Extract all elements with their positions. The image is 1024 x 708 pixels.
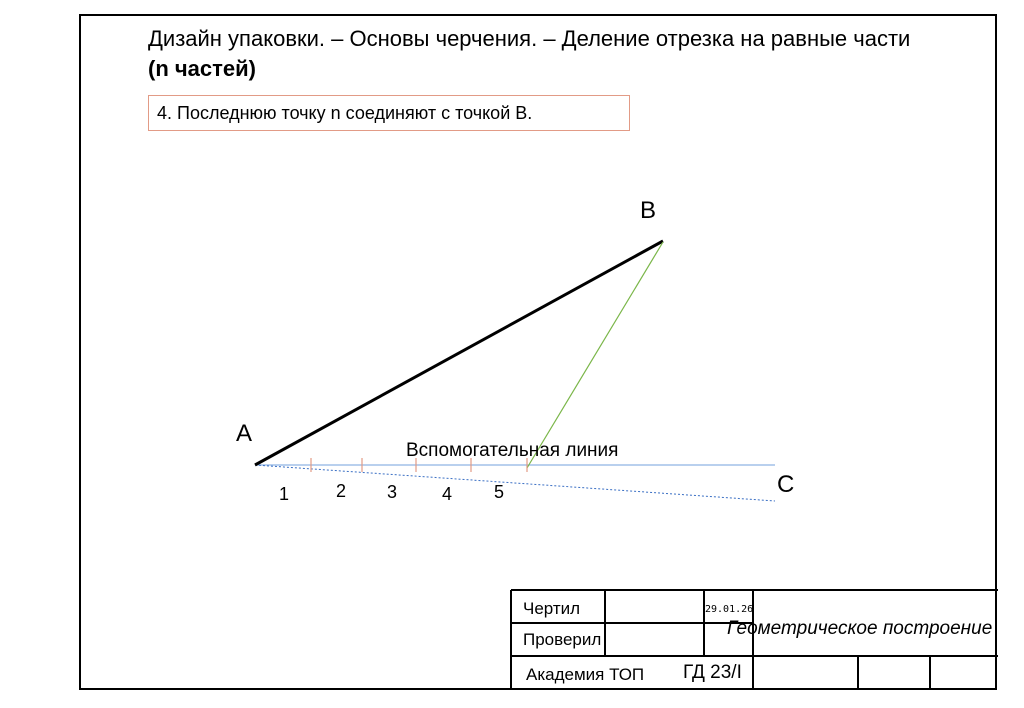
- checked-by-label: Проверил: [523, 630, 602, 649]
- division-number: 5: [494, 482, 505, 502]
- auxiliary-line-label: Вспомогательная линия: [406, 440, 619, 461]
- connector-n-b: [527, 242, 663, 468]
- division-number: 3: [387, 482, 398, 502]
- title-line-2: (n частей): [148, 56, 256, 81]
- title-line-1: Дизайн упаковки. – Основы черчения. – Деление отрезка на равные части: [148, 26, 911, 51]
- division-number: 1: [279, 484, 290, 504]
- division-number: 2: [336, 481, 347, 501]
- group-code: ГД 23/I: [683, 662, 742, 683]
- dashed-ray: [255, 465, 775, 501]
- division-number: 4: [442, 484, 453, 504]
- drawn-by-label: Чертил: [523, 599, 581, 618]
- step-box: 4. Последнюю точку n соединяют с точкой B.: [148, 95, 630, 131]
- point-c-label: C: [777, 471, 795, 498]
- segment-ab: [255, 241, 663, 465]
- date-value: 29.01.26: [705, 604, 754, 615]
- drawing-name: Геометрическое построение: [727, 618, 993, 639]
- point-b-label: B: [640, 197, 657, 224]
- title-block: [511, 590, 1000, 690]
- academy-name: Академия ТОП: [526, 665, 645, 684]
- point-a-label: A: [236, 420, 253, 447]
